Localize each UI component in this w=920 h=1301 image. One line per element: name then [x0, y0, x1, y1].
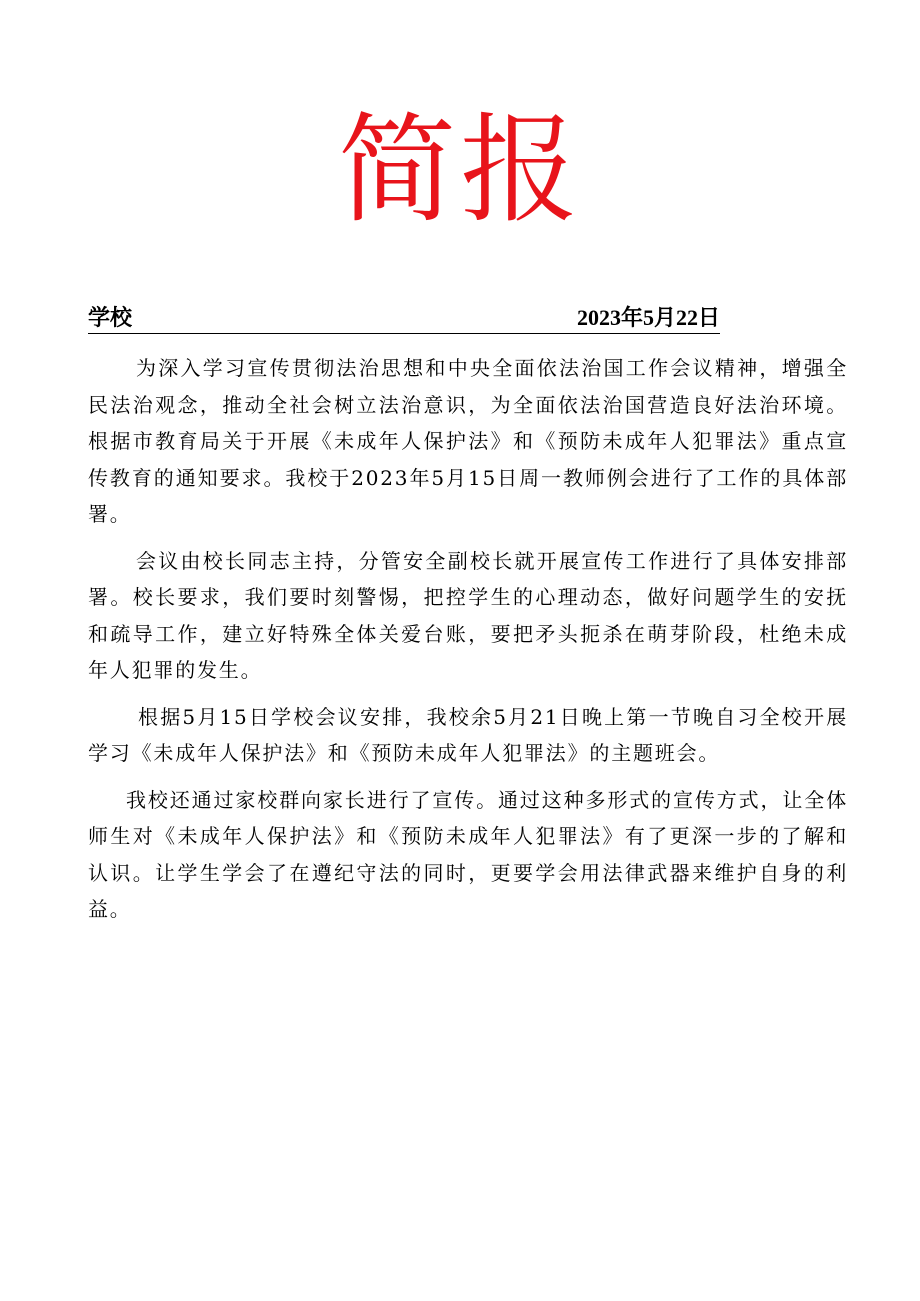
paragraph-3: 根据5月15日学校会议安排，我校余5月21日晚上第一节晚自习全校开展学习《未成年人保护法》和《预防未成年人犯罪法》的主题班会。: [88, 704, 848, 765]
report-body: [88, 350, 848, 928]
report-date: 2023年5月22日: [576, 305, 720, 330]
paragraph-2: 会议由校长同志主持，分管安全副校长就开展宣传工作进行了具体安排部署。校长要求，我们要时刻警惕，把控学生的心理动态，做好问题学生的安抚和疏导工作，建立好特殊全体关爱台账，要把矛头扼杀在萌芽阶段，杜绝未成年人犯罪的发生。: [88, 548, 848, 682]
school-label: 学校: [88, 305, 133, 330]
paragraph-1: 为深入学习宣传贯彻法治思想和中央全面依法治国工作会议精神，增强全民法治观念，推动全社会树立法治意识，为全面依法治国营造良好法治环境。根据市教育局关于开展《未成年人保护法》和《预防未成年人犯罪法》重点宣传教育的通知要求。我校于2023年5月15日周一教师例会进行了工作的具体部署。: [88, 356, 848, 526]
document-title: 简报: [337, 101, 582, 239]
header-info-line: [88, 303, 720, 334]
paragraph-4: 我校还通过家校群向家长进行了宣传。通过这种多形式的宣传方式，让全体师生对《未成年人保护法》和《预防未成年人犯罪法》有了更深一步的了解和认识。让学生学会了在遵纪守法的同时，更要学会用法律武器来维护自身的利益。: [88, 787, 848, 921]
